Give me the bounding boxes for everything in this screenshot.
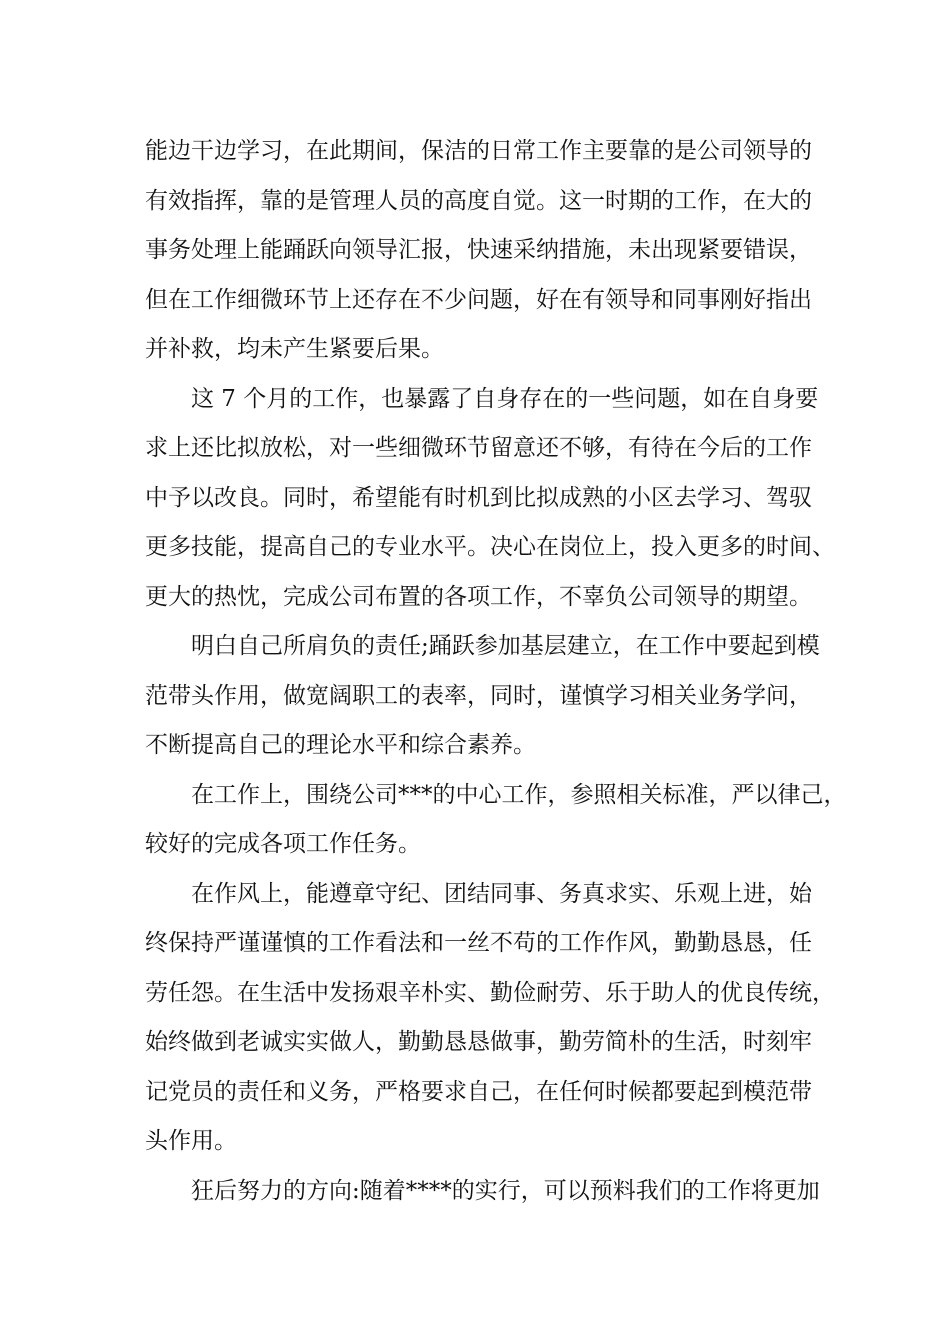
text-line: 头作用。 <box>145 1128 237 1154</box>
text-line: 事务处理上能踊跃向领导汇报，快速采纳措施，未出现紧要错误， <box>145 237 812 263</box>
text-line: 但在工作细微环节上还存在不少问题，好在有领导和同事刚好指出 <box>145 286 812 313</box>
text-line: 记党员的责任和义务，严格要求自己，在任何时候都要起到模范带 <box>145 1078 812 1105</box>
text-line: 范带头作用，做宽阔职工的表率，同时，谨慎学习相关业务学问， <box>145 682 812 709</box>
document-body <box>145 131 847 1220</box>
text-line: 更多技能，提高自己的专业水平。决心在岗位上，投入更多的时间、 <box>145 534 835 560</box>
text-line: 明白自己所肩负的责任;踊跃参加基层建立，在工作中要起到模 <box>191 633 820 659</box>
text-line: 不断提高自己的理论水平和综合素养。 <box>145 732 536 758</box>
text-line: 能边干边学习，在此期间，保洁的日常工作主要靠的是公司领导的 <box>145 138 812 164</box>
text-line: 终保持严谨谨慎的工作看法和一丝不苟的工作作风，勤勤恳恳，任 <box>145 930 812 956</box>
text-line: 在工作上，围绕公司***的中心工作，参照相关标准，严以律己， <box>191 781 847 808</box>
text-line: 求上还比拟放松，对一些细微环节留意还不够，有待在今后的工作 <box>145 435 812 461</box>
text-line: 劳任怨。在生活中发扬艰辛朴实、勤俭耐劳、乐于助人的优良传统， <box>145 979 835 1006</box>
text-line: 这 7 个月的工作，也暴露了自身存在的一些问题，如在自身要 <box>191 385 819 412</box>
text-line: 狂后努力的方向:随着****的实行，可以预料我们的工作将更加 <box>191 1177 820 1204</box>
text-line: 更大的热忱，完成公司布置的各项工作，不辜负公司领导的期望。 <box>145 583 812 610</box>
text-line: 较好的完成各项工作任务。 <box>145 831 421 857</box>
text-line: 中予以改良。同时，希望能有时机到比拟成熟的小区去学习、驾驭 <box>145 484 812 511</box>
text-line: 始终做到老诚实实做人，勤勤恳恳做事，勤劳简朴的生活，时刻牢 <box>145 1029 812 1055</box>
text-line: 有效指挥，靠的是管理人员的高度自觉。这一时期的工作，在大的 <box>145 187 812 214</box>
text-line: 在作风上，能遵章守纪、团结同事、务真求实、乐观上进，始 <box>191 880 812 907</box>
text-line: 并补救，均未产生紧要后果。 <box>145 336 444 362</box>
